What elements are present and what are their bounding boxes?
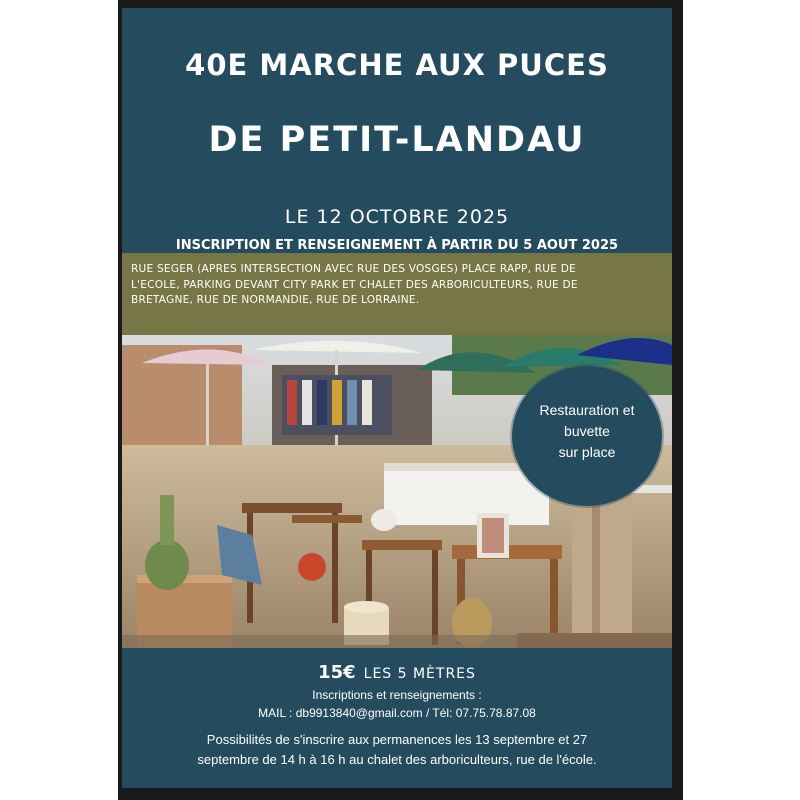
poster-title-location: DE PETIT-LANDAU [208, 120, 586, 160]
location-panel [122, 253, 672, 335]
info-panel [122, 648, 672, 788]
badge-text [512, 400, 662, 463]
permanence-line: Possibilités de s'inscrire aux permanences les 13 septembre et 27 [206, 732, 588, 747]
price-unit: LES 5 MÈTRES [363, 666, 476, 682]
poster-title: 40E MARCHE AUX PUCES [185, 48, 609, 82]
contact-details: MAIL : db9913840@gmail.com / Tél: 07.75.78.87.08 [258, 706, 536, 720]
permanence-info [152, 730, 642, 770]
location-line: L'ECOLE, PARKING DEVANT CITY PARK ET CHALET DES ARBORICULTEURS, RUE DE [131, 278, 578, 291]
badge-line: buvette [564, 423, 610, 439]
registration-start: INSCRIPTION ET RENSEIGNEMENT À PARTIR DU 5 AOUT 2025 [175, 238, 619, 253]
location-line: RUE SEGER (APRES INTERSECTION AVEC RUE DES VOSGES) PLACE RAPP, RUE DE [131, 263, 576, 275]
badge-line: sur place [558, 444, 616, 460]
price-line [122, 662, 672, 683]
price-value: 15€ [318, 662, 356, 683]
registration-heading: Inscriptions et renseignements : [312, 688, 482, 702]
restauration-badge [512, 366, 662, 506]
header-panel [122, 8, 672, 253]
permanence-line: septembre de 14 h à 16 h au chalet des arboriculteurs, rue de l'école. [197, 752, 597, 767]
badge-line: Restauration et [539, 402, 635, 418]
location-text [131, 262, 664, 309]
location-line: BRETAGNE, RUE DE NORMANDIE, RUE DE LORRAINE. [131, 294, 420, 306]
event-date: LE 12 OCTOBRE 2025 [284, 206, 510, 228]
